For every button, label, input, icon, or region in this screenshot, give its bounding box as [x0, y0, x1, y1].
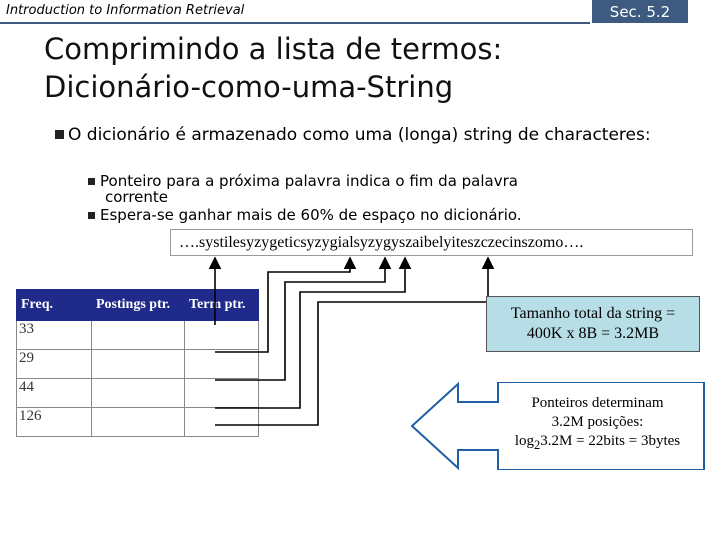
- pointer-size-line-3: [490, 432, 705, 455]
- log-base: 2: [534, 438, 541, 452]
- log-text: log: [514, 433, 535, 449]
- bullet-main-text: O dicionário é armazenado como uma (longa) string de characteres:: [68, 125, 651, 145]
- pointer-size-line-2: 3.2M posições:: [551, 414, 644, 430]
- pointer-size-callout: [410, 382, 705, 470]
- term-pointer-line-4: [215, 258, 405, 408]
- slide-title-line-1: Comprimindo a lista de termos:: [44, 32, 503, 66]
- column-header-term-ptr: Term ptr.: [185, 290, 259, 321]
- bullet-sub-1-text: Ponteiro para a próxima palavra indica o fim da palavra: [100, 172, 518, 190]
- term-pointer-line-2: [215, 258, 350, 352]
- freq-cell: 33: [17, 321, 92, 350]
- freq-cell: 44: [17, 379, 92, 408]
- string-size-line-2: 400K x 8B = 3.2MB: [526, 325, 660, 342]
- slide-title-line-2: Dicionário-como-uma-String: [44, 70, 454, 104]
- string-size-line-1: Tamanho total da string =: [510, 305, 676, 322]
- pointer-size-text: [490, 394, 705, 455]
- bullet-sub-1-continuation: corrente: [105, 188, 169, 206]
- column-header-freq: Freq.: [17, 290, 92, 321]
- freq-cell: 29: [17, 350, 92, 379]
- dictionary-string: ….systilesyzygeticsyzygialsyzygyszaibelyiteszczecinszomo….: [170, 229, 693, 256]
- pointer-size-formula: 3.2M = 22bits = 3bytes: [540, 433, 681, 449]
- course-title: Introduction to Information Retrieval: [6, 3, 245, 18]
- string-size-callout: [486, 296, 700, 352]
- freq-cell: 126: [17, 408, 92, 437]
- pointer-size-line-1: Ponteiros determinam: [531, 395, 664, 411]
- bullet-sub-2-text: Espera-se ganhar mais de 60% de espaço no dicionário.: [100, 206, 522, 224]
- column-header-postings-ptr: Postings ptr.: [92, 290, 185, 321]
- section-badge: Sec. 5.2: [592, 0, 688, 23]
